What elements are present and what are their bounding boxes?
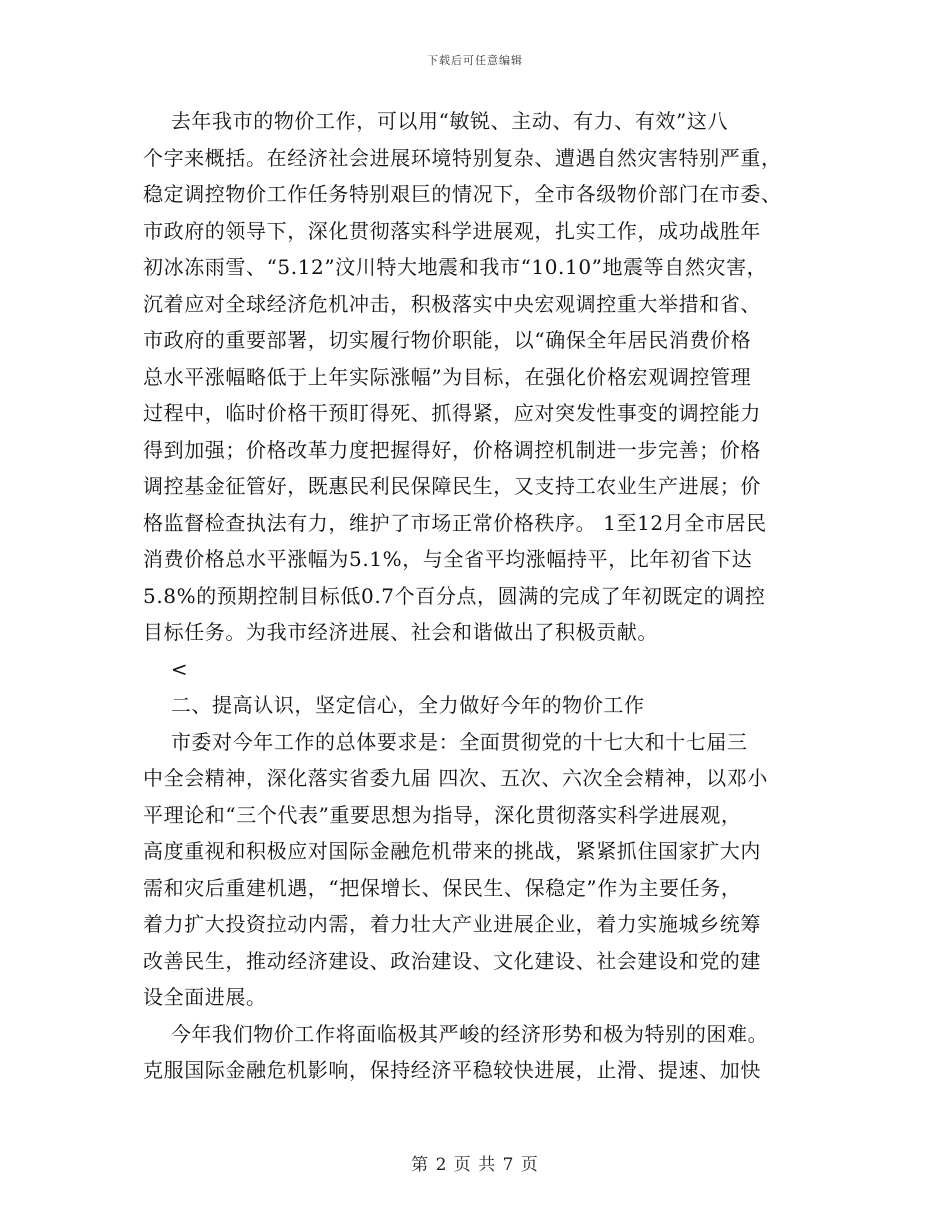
text-line: 个字来概括。在经济社会进展环境特别复杂、遭遇自然灾害特别严重， [143, 145, 782, 170]
text-line: 中全会精神，深化落实省委九届 四次、五次、六次全会精神，以邓小 [143, 766, 768, 790]
section-heading: 二、提高认识，坚定信心，全力做好今年的物价工作 [143, 693, 645, 717]
text-line: 总水平涨幅略低于上年实际涨幅”为目标，在强化价格宏观调控管理 [143, 364, 752, 389]
text-line: < [143, 656, 189, 681]
text-line: 着力扩大投资拉动内需，着力壮大产业进展企业，着力实施城乡统筹 [143, 912, 761, 936]
page-number-footer: 第 2 页 共 7 页 [411, 1155, 539, 1175]
text-line: 消费价格总水平涨幅为5.1%，与全省平均涨幅持平，比年初省下达 [143, 547, 753, 571]
text-line: 设全面进展。 [143, 985, 267, 1009]
text-line: 市政府的领导下，深化贯彻落实科学进展观，扎实工作，成功战胜年 [143, 218, 761, 243]
text-line: 市委对今年工作的总体要求是：全面贯彻党的十七大和十七届三 [143, 729, 748, 754]
text-line: 需和灾后重建机遇，“把保增长、保民生、保稳定”作为主要任务， [143, 875, 742, 900]
document-body [143, 103, 823, 1089]
text-line: 格监督检查执法有力，维护了市场正常价格秩序。 1至12月全市居民 [143, 510, 767, 535]
text-line: 目标任务。为我市经济进展、社会和谐做出了积极贡献。 [143, 620, 658, 644]
text-line: 平理论和“三个代表”重要思想为指导，深化贯彻落实科学进展观， [143, 802, 742, 827]
text-line: 稳定调控物价工作任务特别艰巨的情况下，全市各级物价部门在市委、 [143, 182, 782, 206]
text-line: 改善民生，推动经济建设、政治建设、文化建设、社会建设和党的建 [143, 948, 761, 973]
text-line: 市政府的重要部署，切实履行物价职能，以“确保全年居民消费价格 [143, 328, 752, 352]
text-line: 调控基金征管好，既惠民利民保障民生，又支持工农业生产进展；价 [143, 474, 761, 498]
text-line: 高度重视和积极应对国际金融危机带来的挑战，紧紧抓住国家扩大内 [143, 839, 761, 863]
text-line: 过程中，临时价格干预盯得死、抓得紧，应对突发性事变的调控能力 [143, 401, 761, 425]
text-line: 初冰冻雨雪、“5.12”汶川特大地震和我市“10.10”地震等自然灾害， [143, 255, 768, 279]
page-header: 下载后可任意编辑 [427, 54, 523, 67]
text-line: 沉着应对全球经济危机冲击，积极落实中央宏观调控重大举措和省、 [143, 291, 761, 316]
text-line: 5.8%的预期控制目标低0.7个百分点，圆满的完成了年初既定的调控 [143, 583, 766, 608]
text-line: 克服国际金融危机影响，保持经济平稳较快进展，止滑、提速、加快 [143, 1058, 761, 1082]
text-line: 去年我市的物价工作，可以用“敏锐、主动、有力、有效”这八 [143, 109, 729, 133]
text-line: 得到加强；价格改革力度把握得好，价格调控机制进一步完善；价格 [143, 437, 761, 462]
text-line: 今年我们物价工作将面临极其严峻的经济形势和极为特别的困难。 [143, 1021, 769, 1046]
